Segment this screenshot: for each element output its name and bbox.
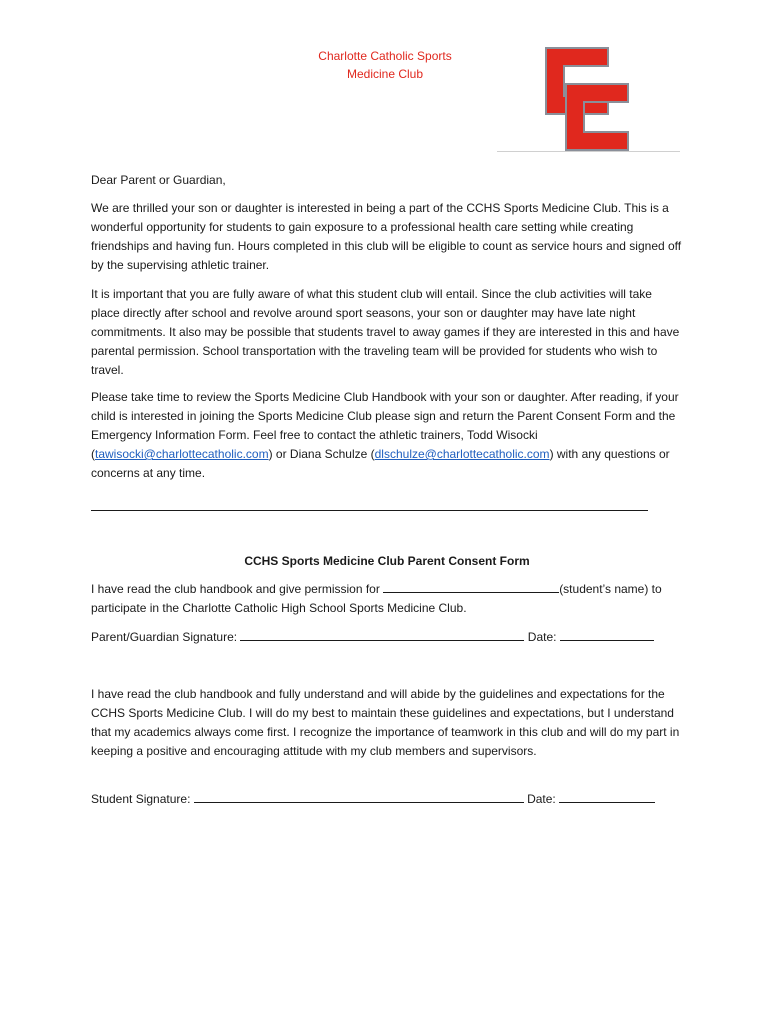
parent-date-field[interactable] bbox=[560, 628, 654, 641]
student-signature-field[interactable] bbox=[194, 790, 524, 803]
student-date-field[interactable] bbox=[559, 790, 655, 803]
consent-form-title: CCHS Sports Medicine Club Parent Consent Form bbox=[244, 554, 530, 568]
letter-paragraph-1: We are thrilled your son or daughter is interested in being a part of the CCHS Sports Medicine Club. This is a wonderful opportunity for students to gain exposure to a professional health care setting while creating friendships and having fun. Hours completed in this club will be eligible to count as service hours and signed off by the supervising athletic trainer. bbox=[91, 201, 682, 272]
cc-logo bbox=[544, 46, 630, 152]
header-divider bbox=[497, 151, 680, 152]
letter-paragraph-3: Please take time to review the Sports Medicine Club Handbook with your son or daughter. After reading, if your child is interested in joining the Sports Medicine Club please sign and return the Parent Consent Form and the Emergency Information Form. Feel free to contact the athletic trainers, Todd Wisocki (tawisocki@charlottecatholic.com) or Diana Schulze (dlschulze@charlottecatholic.com) with any questions or concerns at any time. bbox=[91, 390, 679, 480]
student-agreement-paragraph: I have read the club handbook and fully understand and will abide by the guidelines and expectations for the CCHS Sports Medicine Club. I will do my best to maintain these guidelines and expectations, but I understand that my academics always come first. I recognize the importance of teamwork in this club and will do my part in keeping a positive and encouraging attitude with my club members and supervisors. bbox=[91, 687, 680, 758]
email-link-schulze[interactable]: dlschulze@charlottecatholic.com bbox=[374, 447, 550, 461]
permission-statement: I have read the club handbook and give permission for (student’s name) to participate in the Charlotte Catholic High School Sports Medicine Club. bbox=[91, 582, 662, 615]
parent-signature-row: Parent/Guardian Signature: Date: bbox=[91, 628, 683, 646]
section-divider bbox=[91, 510, 648, 511]
club-name-heading bbox=[300, 47, 470, 83]
club-name-line-1: Charlotte Catholic Sports bbox=[318, 49, 452, 63]
letter-paragraph-2: It is important that you are fully aware of what this student club will entail. Since the club activities will take place directly after school and revolve around sport seasons, your son or daughter may have late night commitments. It also may be possible that students travel to away games if they are interested in this and have parental permission. School transportation with the traveling team will be provided for students who wish to travel. bbox=[91, 287, 680, 377]
email-link-wisocki[interactable]: tawisocki@charlottecatholic.com bbox=[95, 447, 269, 461]
parent-signature-field[interactable] bbox=[240, 628, 524, 641]
club-name-line-2: Medicine Club bbox=[346, 67, 424, 81]
student-name-field[interactable] bbox=[383, 580, 559, 593]
student-signature-row: Student Signature: Date: bbox=[91, 790, 683, 808]
salutation: Dear Parent or Guardian, bbox=[91, 173, 226, 187]
